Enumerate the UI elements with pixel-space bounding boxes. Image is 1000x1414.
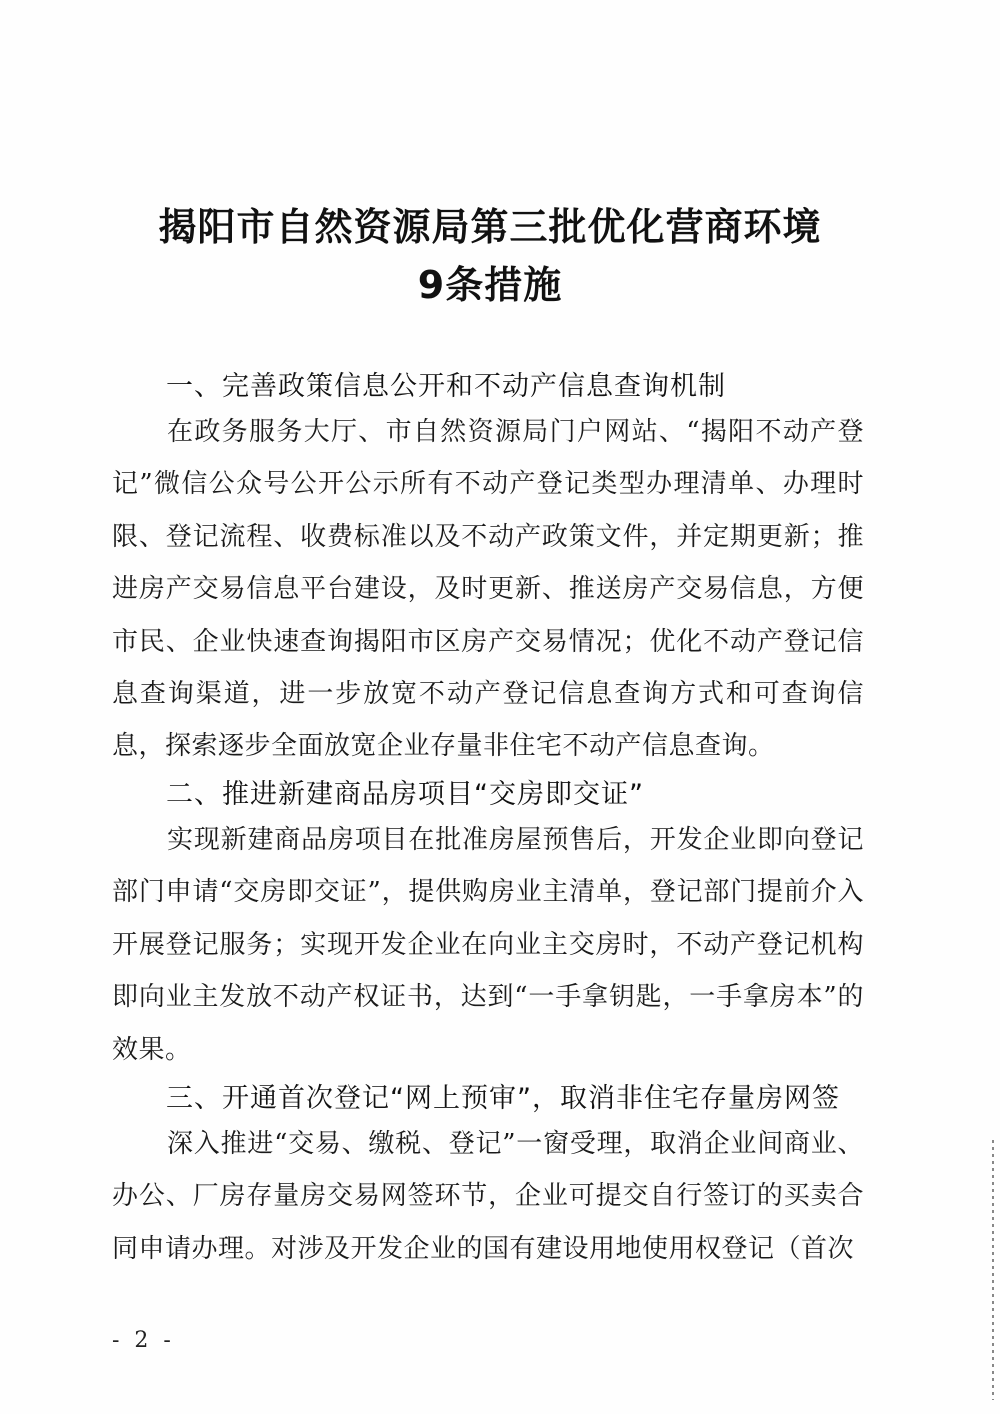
page-number: - 2 - [112,1328,175,1353]
scan-edge-mark [992,1140,994,1400]
document-title-line2: 9条措施 [417,263,563,307]
section-3-body: 深入推进“交易、缴税、登记”一窗受理，取消企业间商业、办公、厂房存量房交易网签环节，企业可提交自行签订的买卖合同申请办理。对涉及开发企业的国有建设用地使用权登记（首次 [112,1129,864,1264]
section-1-heading: 一、完善政策信息公开和不动产信息查询机制 [166,371,726,402]
section-2-heading: 二、推进新建商品房项目“交房即交证” [166,779,644,810]
section-1-body: 在政务服务大厅、市自然资源局门户网站、“揭阳不动产登记”微信公众号公开公示所有不动产登记类型办理清单、办理时限、登记流程、收费标准以及不动产政策文件，并定期更新；推进房产交易信息平台建设，及时更新、推送房产交易信息，方便市民、企业快速查询揭阳市区房产交易情况；优化不动产登记信息查询渠道，进一步放宽不动产登记信息查询方式和可查询信息，探索逐步全面放宽企业存量非住宅不动产信息查询。 [112,417,864,762]
section-3-heading: 三、开通首次登记“网上预审”，取消非住宅存量房网签 [166,1083,840,1114]
section-2-body: 实现新建商品房项目在批准房屋预售后，开发企业即向登记部门申请“交房即交证”，提供购房业主清单，登记部门提前介入开展登记服务；实现开发企业在向业主交房时，不动产登记机构即向业主发放不动产权证书，达到“一手拿钥匙，一手拿房本”的效果。 [112,825,864,1065]
document-title-line1: 揭阳市自然资源局第三批优化营商环境 [158,205,822,249]
